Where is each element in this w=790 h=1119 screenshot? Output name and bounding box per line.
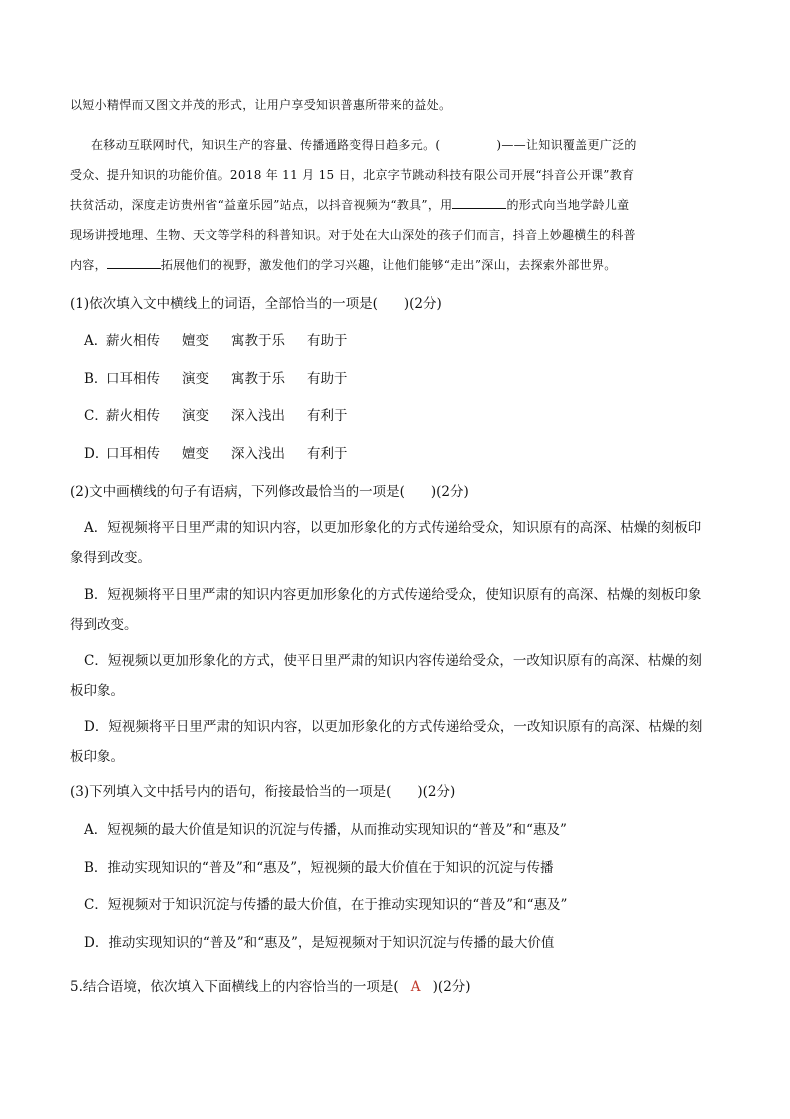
option-letter: B． [84,371,108,387]
question-3-option-a: A．短视频的最大价值是知识的沉淀与传播，从而推动实现知识的“普及”和“惠及” [84,822,567,838]
option-word-2: 嬗变 [182,333,209,349]
question-2-option-a-line-2: 象得到改变。 [70,550,151,566]
option-word-4: 有助于 [307,333,348,349]
question-2-option-d-line-2: 板印象。 [70,749,124,765]
question-2-stem [70,480,469,500]
question-2-score: )(2分) [430,484,469,500]
question-2-option-a-line-1: A．短视频将平日里严肃的知识内容，以更加形象化的方式传递给受众，知识原有的高深、枯燥的刻板印 [84,520,702,536]
option-word-3: 寓教于乐 [231,333,285,349]
fill-blank-underline [107,256,161,269]
passage-line-6-part-a: 内容， [70,258,107,272]
question-5-stem-text: 5.结合语境，依次填入下面横线上的内容恰当的一项是( [70,979,399,995]
question-2-option-c-line-2: 板印象。 [70,683,124,699]
option-word-1: 口耳相传 [106,371,160,387]
question-3-option-b: B．推动实现知识的“普及”和“惠及”，短视频的最大价值在于知识的沉淀与传播 [84,860,554,876]
question-2-option-d-line-1: D．短视频将平日里严肃的知识内容，以更加形象化的方式传递给受众，一改知识原有的高深、枯燥的刻 [84,719,703,735]
option-word-2: 嬗变 [182,446,209,462]
option-word-4: 有助于 [307,371,348,387]
question-3-stem [70,780,455,800]
option-word-3: 寓教于乐 [231,371,285,387]
passage-line-1: 以短小精悍而又图文并茂的形式，让用户享受知识普惠所带来的益处。 [70,98,452,112]
option-word-1: 薪火相传 [106,408,160,424]
option-word-2: 演变 [182,408,209,424]
question-5-score: )(2分) [432,979,471,995]
question-2-stem-text: (2)文中画横线的句子有语病，下列修改最恰当的一项是( [70,484,405,500]
question-2-option-b-line-2: 得到改变。 [70,617,138,633]
option-letter: A． [84,333,108,349]
question-1-option-a [84,329,348,349]
question-2-option-c-line-1: C．短视频以更加形象化的方式，使平日里严肃的知识内容传递给受众，一改知识原有的高深、枯燥的刻 [84,653,702,669]
fill-blank-underline [452,196,506,209]
option-word-2: 演变 [182,371,209,387]
question-1-option-c [84,404,348,424]
question-1-stem-text: (1)依次填入文中横线上的词语，全部恰当的一项是( [70,296,378,312]
question-5-stem [70,975,471,995]
question-2-option-b-line-1: B．短视频将平日里严肃的知识内容更加形象化的方式传递给受众，使知识原有的高深、枯燥的刻板印象 [84,587,702,603]
passage-line-2-part-a: 在移动互联网时代，知识生产的容量、传播通路变得日趋多元。( [91,138,441,152]
passage-line-2-part-b: )——让知识覆盖更广泛的 [496,138,637,152]
passage-line-3: 受众、提升知识的功能价值。2018 年 11 月 15 日，北京字节跳动科技有限公司开展“抖音公开课”教育 [70,168,635,182]
question-1-option-b [84,367,348,387]
option-word-1: 口耳相传 [106,446,160,462]
question-1-score: )(2分) [403,296,442,312]
question-3-stem-text: (3)下列填入文中括号内的语句，衔接最恰当的一项是( [70,784,392,800]
option-word-4: 有利于 [307,446,348,462]
option-word-3: 深入浅出 [231,446,285,462]
passage-line-5: 现场讲授地理、生物、天文等学科的科普知识。对于处在大山深处的孩子们而言，抖音上妙趣横生的科普 [70,228,636,242]
question-1-stem [70,292,442,312]
question-3-option-d: D．推动实现知识的“普及”和“惠及”，是短视频对于知识沉淀与传播的最大价值 [84,935,555,951]
option-word-4: 有利于 [307,408,348,424]
answer-letter: A [410,979,421,995]
passage-line-2 [91,136,637,153]
option-letter: D． [84,446,109,462]
passage-line-6-part-b: 拓展他们的视野，激发他们的学习兴趣，让他们能够“走出”深山，去探索外部世界。 [160,258,617,272]
option-letter: C． [84,408,108,424]
passage-line-4-part-a: 扶贫活动，深度走访贵州省“益童乐园”站点，以抖音视频为“教具”，用 [70,198,453,212]
passage-line-4-part-b: 的形式向当地学龄儿童 [506,198,630,212]
option-word-3: 深入浅出 [231,408,285,424]
option-word-1: 薪火相传 [106,333,160,349]
question-3-option-c: C．短视频对于知识沉淀与传播的最大价值，在于推动实现知识的“普及”和“惠及” [84,897,568,913]
passage-line-4 [70,196,629,213]
question-5-answer [399,979,433,995]
passage-line-6 [70,256,617,273]
question-1-option-d [84,442,348,462]
question-3-score: )(2分) [417,784,456,800]
